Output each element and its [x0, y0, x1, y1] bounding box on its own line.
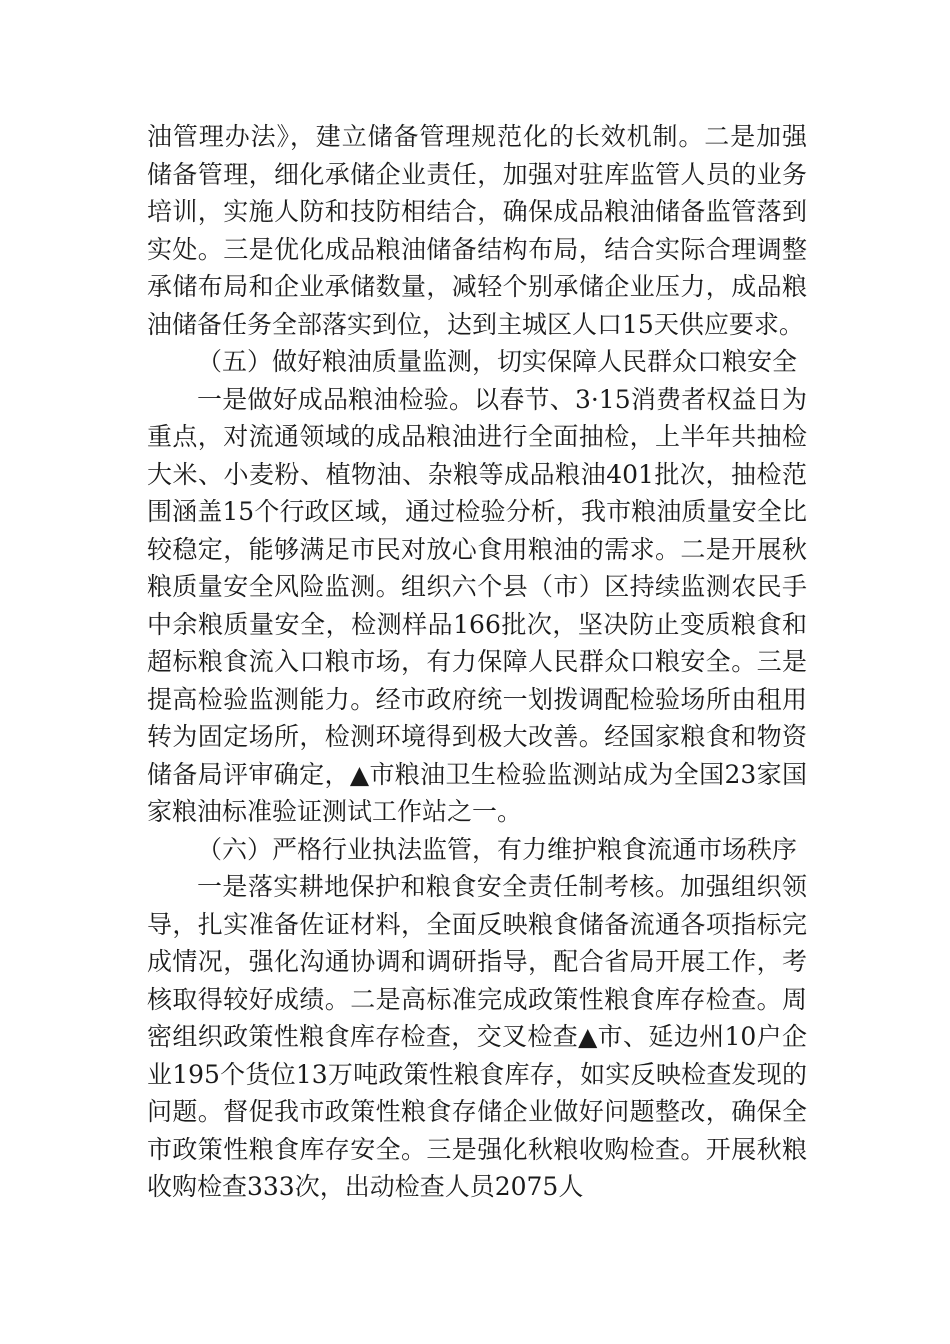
section-heading-law-enforcement: （六）严格行业执法监管，有力维护粮食流通市场秩序 [197, 834, 798, 864]
paragraph-quality-monitoring: 一是做好成品粮油检验。以春节、3·15消费者权益日为重点，对流通领域的成品粮油进行全面抽检，上半年共抽检大米、小麦粉、植物油、杂粮等成品粮油401批次，抽检范围涵盖15个行政区域，通过检验分析，我市粮油质量安全比较稳定，能够满足市民对放心食用粮油的需求。二是开展秋粮质量安全风险监测。组织六个县（市）区持续监测农民手中余粮质量安全，检测样品166批次，坚决防止变质粮食和超标粮食流入口粮市场，有力保障人民群众口粮安全。三是提高检验监测能力。经市政府统一划拨调配检验场所由租用转为固定场所，检测环境得到极大改善。经国家粮食和物资储备局评审确定，▲市粮油卫生检验监测站成为全国23家国家粮油标准验证测试工作站之一。 [147, 384, 807, 826]
section-heading-quality-monitoring: （五）做好粮油质量监测，切实保障人民群众口粮安全 [197, 347, 798, 376]
document-page [147, 118, 807, 1206]
paragraph-storage-management: 油管理办法》，建立储备管理规范化的长效机制。二是加强储备管理，细化承储企业责任，加强对驻库监管人员的业务培训，实施人防和技防相结合，确保成品粮油储备监管落到实处。三是优化成品粮油储备结构布局，结合实际合理调整承储布局和企业承储数量，减轻个别承储企业压力，成品粮油储备任务全部落实到位，达到主城区人口15天供应要求。 [147, 122, 807, 339]
paragraph-law-enforcement: 一是落实耕地保护和粮食安全责任制考核。加强组织领导，扎实准备佐证材料，全面反映粮食储备流通各项指标完成情况，强化沟通协调和调研指导，配合省局开展工作，考核取得较好成绩。二是高标准完成政策性粮食库存检查。周密组织政策性粮食库存检查，交叉检查▲市、延边州10户企业195个货位13万吨政策性粮食库存，如实反映检查发现的问题。督促我市政策性粮食存储企业做好问题整改，确保全市政策性粮食库存安全。三是强化秋粮收购检查。开展秋粮收购检查333次，出动检查人员2075人 [147, 872, 807, 1201]
